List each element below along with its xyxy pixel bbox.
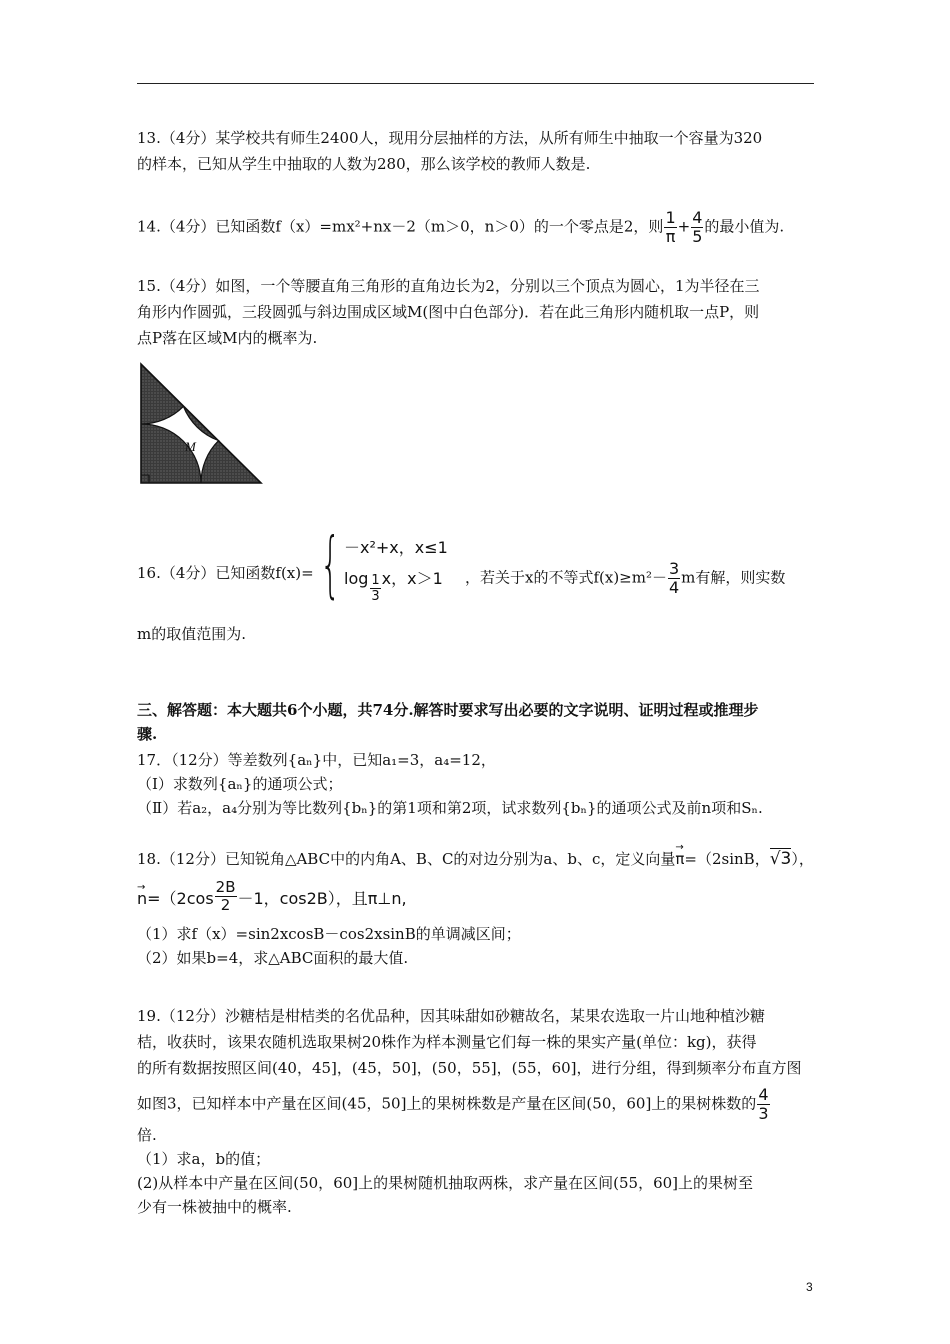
- q18-line2c: ,: [401, 889, 407, 908]
- q16-log-base: [370, 574, 380, 603]
- q16-after2: m有解，则实数: [681, 568, 786, 587]
- q16-log-base-num: 1: [371, 573, 380, 588]
- q16-case2: [344, 566, 443, 603]
- q19-frac-den: 3: [758, 1104, 769, 1123]
- q16-case2-rest: x，x＞1: [381, 569, 443, 588]
- q18-sqrt3: √3: [769, 849, 792, 869]
- q19-line4: [137, 1087, 817, 1122]
- q16-frac: [668, 561, 680, 596]
- q13-line2: 的样本，已知从学生中抽取的人数为280，那么该学校的教师人数是.: [137, 155, 591, 173]
- q16-frac-den: 4: [668, 578, 680, 597]
- q19-line6: （1）求a，b的值；: [137, 1150, 271, 1168]
- q16-frac-num: 3: [668, 559, 680, 578]
- q17-line3: （Ⅱ）若a₂，a₄分别为等比数列{bₙ}的第1项和第2项，试求数列{bₙ}的通项公式及前n项和Sₙ.: [137, 799, 763, 817]
- q14-plus: +: [677, 217, 691, 236]
- q18-line1b: =（2sinB，: [684, 850, 770, 868]
- q19-frac-num: 4: [758, 1085, 769, 1104]
- q15-line2: 角形内作圆弧，三段圆弧与斜边围成区域M(图中白色部分)．若在此三角形内随机取一点P，则: [137, 303, 760, 321]
- q15-triangle-figure: [139, 362, 265, 486]
- q14-frac2: [691, 210, 703, 245]
- q18-line2b: －1，cos2B），且: [237, 889, 368, 908]
- q18-line1a: 18.（12分）已知锐角△ABC中的内角A、B、C的对边分别为a、b、c，定义向量: [137, 850, 676, 868]
- q18-cos-frac-den: 2: [220, 896, 231, 914]
- q16-after: [465, 561, 825, 596]
- page-number: 3: [806, 1280, 813, 1294]
- q14-frac1-den: π: [665, 227, 676, 246]
- q18-line3: （1）求f（x）=sin2xcosB－cos2xsinB的单调减区间；: [137, 925, 521, 943]
- q14-frac1-num: 1: [665, 208, 676, 227]
- q18-cos-frac-num: 2B: [215, 878, 236, 896]
- q19-line2: 桔，收获时，该果农随机选取果树20株作为样本测量它们每一株的果实产量(单位：kg)，获得: [137, 1033, 757, 1051]
- q18-line1c: ），: [791, 850, 814, 868]
- q15-line3: 点P落在区域M内的概率为.: [137, 329, 318, 347]
- q16-line2: m的取值范围为.: [137, 625, 246, 643]
- q17-line2: （I）求数列{aₙ}的通项公式；: [137, 775, 343, 793]
- section3-heading-line1: 三、解答题：本大题共6个小题，共74分.解答时要求写出必要的文字说明、证明过程或推理步: [137, 701, 759, 719]
- q18-vector-n: → n: [137, 887, 147, 911]
- q19-line1: 19.（12分）沙糖桔是柑桔类的名优品种，因其味甜如砂糖故名，某果农选取一片山地种植沙糖: [137, 1007, 765, 1025]
- q18-line4: （2）如果b=4，求△ABC面积的最大值.: [137, 949, 409, 967]
- q16-log-base-den: 3: [371, 589, 380, 604]
- q13-line1: 13.（4分）某学校共有师生2400人，现用分层抽样的方法，从所有师生中抽取一个容量为320: [137, 129, 763, 147]
- q18-line2: [137, 880, 817, 913]
- q16-before: 16.（4分）已知函数f(x)=: [137, 564, 314, 582]
- q18-cos-frac: [215, 880, 237, 913]
- section3-heading-line2: 骤.: [137, 725, 158, 743]
- header-rule: [137, 83, 814, 84]
- q16-after1: ，若关于x的不等式f(x)≥m²－: [465, 568, 667, 587]
- q18-vector-m: → π: [675, 847, 684, 871]
- q17-line1: 17．（12分）等差数列{aₙ}中，已知a₁=3，a₄=12，: [137, 751, 496, 769]
- q14-frac2-num: 4: [692, 208, 703, 227]
- q18-line1: [137, 847, 817, 871]
- q19-line3: 的所有数据按照区间(40，45]，(45，50]，(50，55]，(55，60]，进行分组，得到频率分布直方图: [137, 1059, 802, 1077]
- q19-line8: 少有一株被抽中的概率.: [137, 1198, 292, 1216]
- q19-line4a: 如图3，已知样本中产量在区间(45，50]上的果树株数是产量在区间(50，60]上的果树株数的: [137, 1094, 757, 1113]
- q19-line5: 倍.: [137, 1126, 157, 1144]
- q15-line1: 15.（4分）如图，一个等腰直角三角形的直角边长为2，分别以三个顶点为圆心，1为半径在三: [137, 277, 760, 295]
- q14-before: 14.（4分）已知函数f（x）=mx²+nx－2（m＞0，n＞0）的一个零点是2，则: [137, 217, 664, 236]
- q14-frac2-den: 5: [692, 227, 703, 246]
- q19-line7: (2)从样本中产量在区间(50，60]上的果树随机抽取两株，求产量在区间(55，60]上的果树至: [137, 1174, 754, 1192]
- q18-perp: π⊥n: [367, 889, 402, 908]
- q14-line: [137, 210, 817, 245]
- q16-log: log: [344, 569, 369, 588]
- q14-after: 的最小值为.: [704, 217, 785, 236]
- q18-line2a: =（2cos: [147, 889, 214, 908]
- q16-case1: －x²+x，x≤1: [344, 538, 448, 557]
- q19-frac: [757, 1087, 769, 1122]
- q16-brace: {: [320, 522, 341, 606]
- q14-frac1: [664, 210, 676, 245]
- figure-label-m: M: [185, 439, 196, 454]
